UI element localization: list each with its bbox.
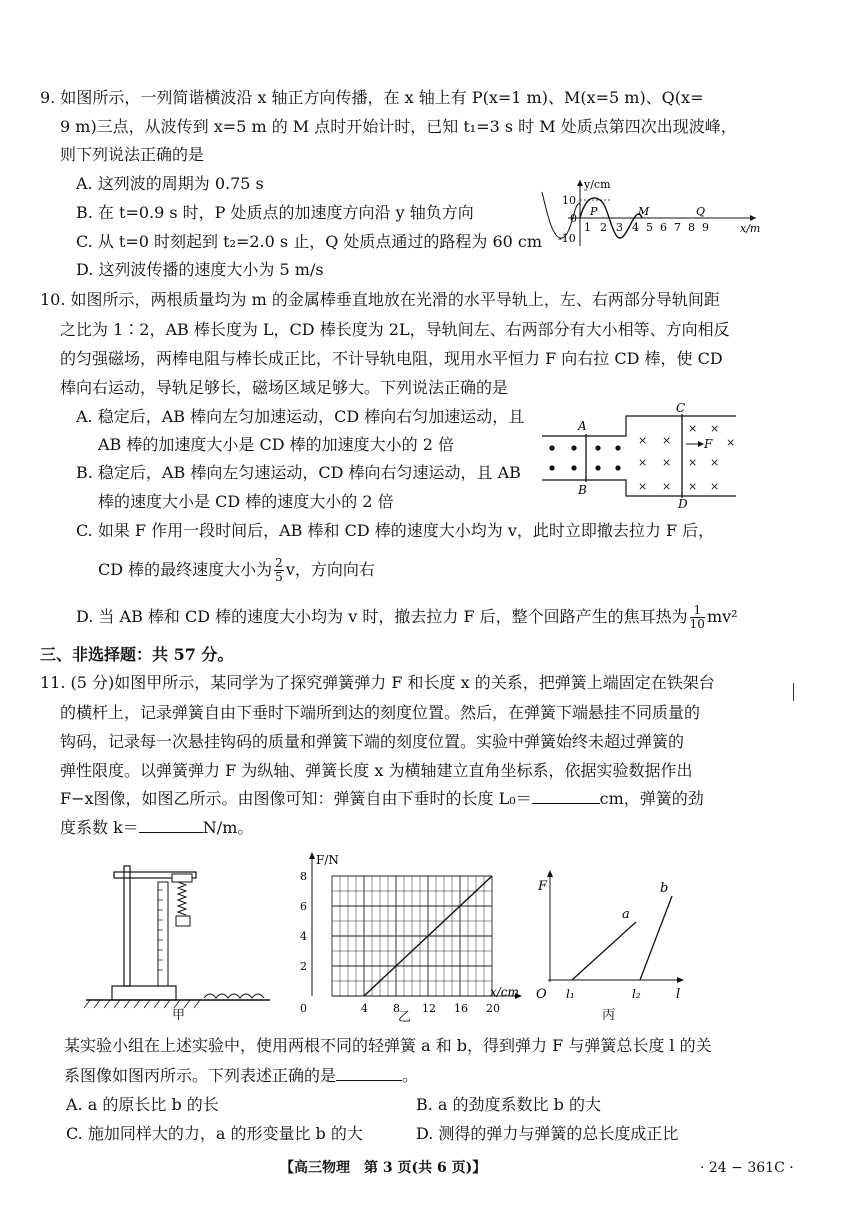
svg-text:×: × [638, 456, 648, 469]
q9-point-q: Q [696, 205, 706, 218]
q10-option-c-line1: C. 如果 F 作用一段时间后，AB 棒和 CD 棒的速度大小均为 v，此时立即撤去拉力 F 后， [76, 521, 715, 540]
q11-stem-line6 [60, 818, 253, 838]
q9-x-tick-8: 8 [688, 221, 695, 234]
svg-text:×: × [662, 434, 672, 447]
svg-text:×: × [688, 480, 698, 493]
q9-y-tick-10: 10 [562, 194, 576, 207]
figure-bing-label: 丙 [602, 1008, 616, 1023]
answer-blank-choice[interactable] [336, 1066, 402, 1081]
y-tick-label: 6 [300, 900, 307, 913]
bing-l1: l₁ [566, 987, 575, 1001]
q9-x-tick-3: 3 [616, 221, 623, 234]
chart-y-label: F/N [316, 853, 339, 867]
q10-option-c-text: CD 棒的最终速度大小为 [98, 560, 273, 579]
fraction-denominator: 10 [689, 617, 705, 631]
q11-line6-text: 度系数 k＝ [60, 818, 139, 837]
bing-l2: l₂ [632, 987, 641, 1001]
q9-stem-line2: 9 m)三点，从波传到 x=5 m 的 M 点时开始计时，已知 t₁=3 s 时 M 处质点第四次出现波峰， [60, 117, 737, 136]
q10-option-d-text: D. 当 AB 棒和 CD 棒的速度大小均为 v 时，撤去拉力 F 后，整个回路产生的焦耳热为 [76, 607, 688, 626]
figure-yi-graph [290, 848, 530, 1016]
bing-label-b: b [660, 881, 669, 896]
q10-option-c-text-end: v，方向向右 [285, 560, 375, 579]
q11-stem-line3: 钩码，记录每一次悬挂钩码的质量和弹簧下端的刻度位置。实验中弹簧始终未超过弹簧的 [60, 732, 685, 751]
q11-option-a: A. a 的原长比 b 的长 [66, 1095, 219, 1114]
y-tick-label: 2 [300, 960, 307, 973]
svg-text:×: × [726, 436, 736, 449]
spring-a-line [572, 922, 636, 980]
svg-text:×: × [688, 456, 698, 469]
q10-option-d [76, 602, 738, 632]
q11-stem-line5 [60, 789, 704, 809]
q9-option-a: A. 这列波的周期为 0.75 s [76, 174, 264, 193]
q10-stem-line2: 之比为 1∶2，AB 棒长度为 L，CD 棒长度为 2L，导轨间左、右两部分有大小相等、方向相反 [60, 320, 730, 339]
q9-stem-line1: 9. 如图所示，一列简谐横波沿 x 轴正方向传播，在 x 轴上有 P(x=1 m)、M(x=5 m)、Q(x= [40, 88, 704, 107]
q10-option-d-text-end: mv² [706, 607, 738, 626]
svg-text:×: × [710, 456, 720, 469]
x-tick-label: 12 [422, 1002, 436, 1015]
q10-option-a-line2: AB 棒的加速度大小是 CD 棒的加速度大小的 2 倍 [98, 435, 454, 454]
svg-text:×: × [638, 434, 648, 447]
margin-mark [793, 683, 794, 701]
figure-jia-apparatus [84, 858, 274, 1028]
q11-option-b: B. a 的劲度系数比 b 的大 [416, 1095, 601, 1114]
q10-label-d: D [678, 497, 688, 510]
q11-line5-text: F−x图像，如图乙所示。由图像可知：弹簧自由下垂时的长度 L₀＝ [60, 789, 532, 808]
q11-stem-line4: 弹性限度。以弹簧弹力 F 为纵轴、弹簧长度 x 为横轴建立直角坐标系，依据实验数据作出 [60, 761, 693, 780]
q9-wave-figure [528, 178, 766, 248]
q9-x-tick-5: 5 [646, 221, 653, 234]
q11-line5-unit: cm，弹簧的劲 [599, 789, 704, 808]
q10-rail-figure [540, 402, 746, 510]
q11-sub-line2-end: 。 [402, 1066, 419, 1085]
q9-x-tick-9: 9 [702, 221, 709, 234]
q10-stem-line4: 棒向右运动，导轨足够长，磁场区域足够大。下列说法正确的是 [60, 378, 509, 397]
q9-y-tick-neg10: -10 [558, 232, 576, 245]
x-tick-label: 20 [486, 1002, 500, 1015]
q11-sub-line2-text: 系图像如图丙所示。下列表述正确的是 [64, 1066, 337, 1085]
q9-y-label: y/cm [584, 178, 611, 191]
section-3-heading: 三、非选择题：共 57 分。 [40, 645, 234, 664]
figure-yi-label: 乙 [398, 1010, 412, 1025]
q10-option-c-fraction [274, 557, 284, 584]
q9-x-tick-1: 1 [584, 221, 591, 234]
q9-point-p: P [590, 205, 598, 218]
q11-sub-line1: 某实验小组在上述实验中，使用两根不同的轻弹簧 a 和 b，得到弹力 F 与弹簧总长度 l 的关 [64, 1036, 712, 1055]
q9-option-d: D. 这列波传播的速度大小为 5 m/s [76, 260, 324, 279]
q10-option-b-line1: B. 稳定后，AB 棒向左匀速运动，CD 棒向右匀速运动，且 AB [76, 463, 521, 482]
q11-line6-unit: N/m。 [202, 818, 254, 837]
x-tick-label: 8 [393, 1002, 400, 1015]
q9-option-c: C. 从 t=0 时刻起到 t₂=2.0 s 止，Q 处质点通过的路程为 60 cm [76, 232, 543, 251]
bing-label-a: a [622, 907, 630, 922]
q9-stem-line3: 则下列说法正确的是 [60, 145, 205, 164]
q10-label-b: B [578, 483, 587, 497]
bing-y-label: F [538, 879, 548, 894]
svg-text:×: × [638, 480, 648, 493]
figure-jia-label: 甲 [172, 1008, 186, 1023]
q9-x-tick-7: 7 [674, 221, 681, 234]
spring-b-line [640, 896, 672, 980]
chart-grid [332, 876, 492, 996]
q9-y-tick-0: 0 [570, 212, 577, 225]
fraction-numerator: 2 [275, 556, 283, 570]
footer-code: · 24 − 361C · [700, 1160, 794, 1176]
svg-text:×: × [662, 480, 672, 493]
q10-label-c: C [676, 402, 686, 415]
q9-option-b: B. 在 t=0.9 s 时，P 处质点的加速度方向沿 y 轴负方向 [76, 203, 474, 222]
bing-origin: O [536, 987, 547, 1002]
magnetic-crosses [638, 422, 735, 493]
q9-point-m: M [638, 205, 650, 218]
figure-bing-graph [532, 866, 692, 1006]
q11-option-c: C. 施加同样大的力，a 的形变量比 b 的大 [66, 1124, 363, 1143]
q11-stem-line2: 的横杆上，记录弹簧自由下垂时下端所到达的刻度位置。然后，在弹簧下端悬挂不同质量的 [60, 703, 701, 722]
x-tick-label: 4 [361, 1002, 368, 1015]
svg-text:×: × [710, 480, 720, 493]
q10-stem-line1: 10. 如图所示，两根质量均为 m 的金属棒垂直地放在光滑的水平导轨上，左、右两部分导轨间距 [40, 290, 720, 309]
q11-option-d: D. 测得的弹力与弹簧的总长度成正比 [416, 1124, 679, 1143]
q10-option-b-line2: 棒的速度大小是 CD 棒的速度大小的 2 倍 [98, 492, 394, 511]
answer-blank-l0[interactable] [532, 789, 600, 804]
svg-text:×: × [662, 456, 672, 469]
q9-x-tick-4: 4 [632, 221, 639, 234]
q10-stem-line3: 的匀强磁场，两棒电阻与棒长成正比，不计导轨电阻，现用水平恒力 F 向右拉 CD 棒，使 CD [60, 349, 723, 368]
fraction-numerator: 1 [690, 604, 705, 618]
q9-x-tick-2: 2 [600, 221, 607, 234]
answer-blank-k[interactable] [139, 818, 203, 833]
y-tick-label: 4 [300, 930, 307, 943]
q9-x-tick-6: 6 [660, 221, 667, 234]
x-tick-label: 0 [300, 1002, 307, 1015]
q9-x-label: x/m [740, 222, 761, 235]
fraction-denominator: 5 [275, 570, 283, 584]
svg-text:×: × [710, 422, 720, 435]
q10-label-a: A [578, 419, 587, 433]
q10-option-d-fraction [690, 604, 705, 631]
y-tick-label: 8 [300, 870, 307, 883]
magnetic-dots [549, 445, 620, 470]
footer-page-info: 【高三物理 第 3 页(共 6 页)】 [280, 1160, 487, 1176]
q10-option-a-line1: A. 稳定后，AB 棒向左匀加速运动，CD 棒向右匀加速运动，且 [76, 407, 525, 426]
chart-x-label: x/cm [490, 985, 519, 999]
svg-text:×: × [688, 422, 698, 435]
bing-x-label: l [676, 987, 681, 1002]
q11-stem-line1: 11. (5 分)如图甲所示，某同学为了探究弹簧弹力 F 和长度 x 的关系，把弹簧上端固定在铁架台 [40, 673, 715, 692]
x-tick-label: 16 [454, 1002, 468, 1015]
q10-label-f: F [704, 437, 713, 451]
q11-sub-line2 [64, 1066, 418, 1086]
q10-option-c-line2 [98, 555, 375, 585]
